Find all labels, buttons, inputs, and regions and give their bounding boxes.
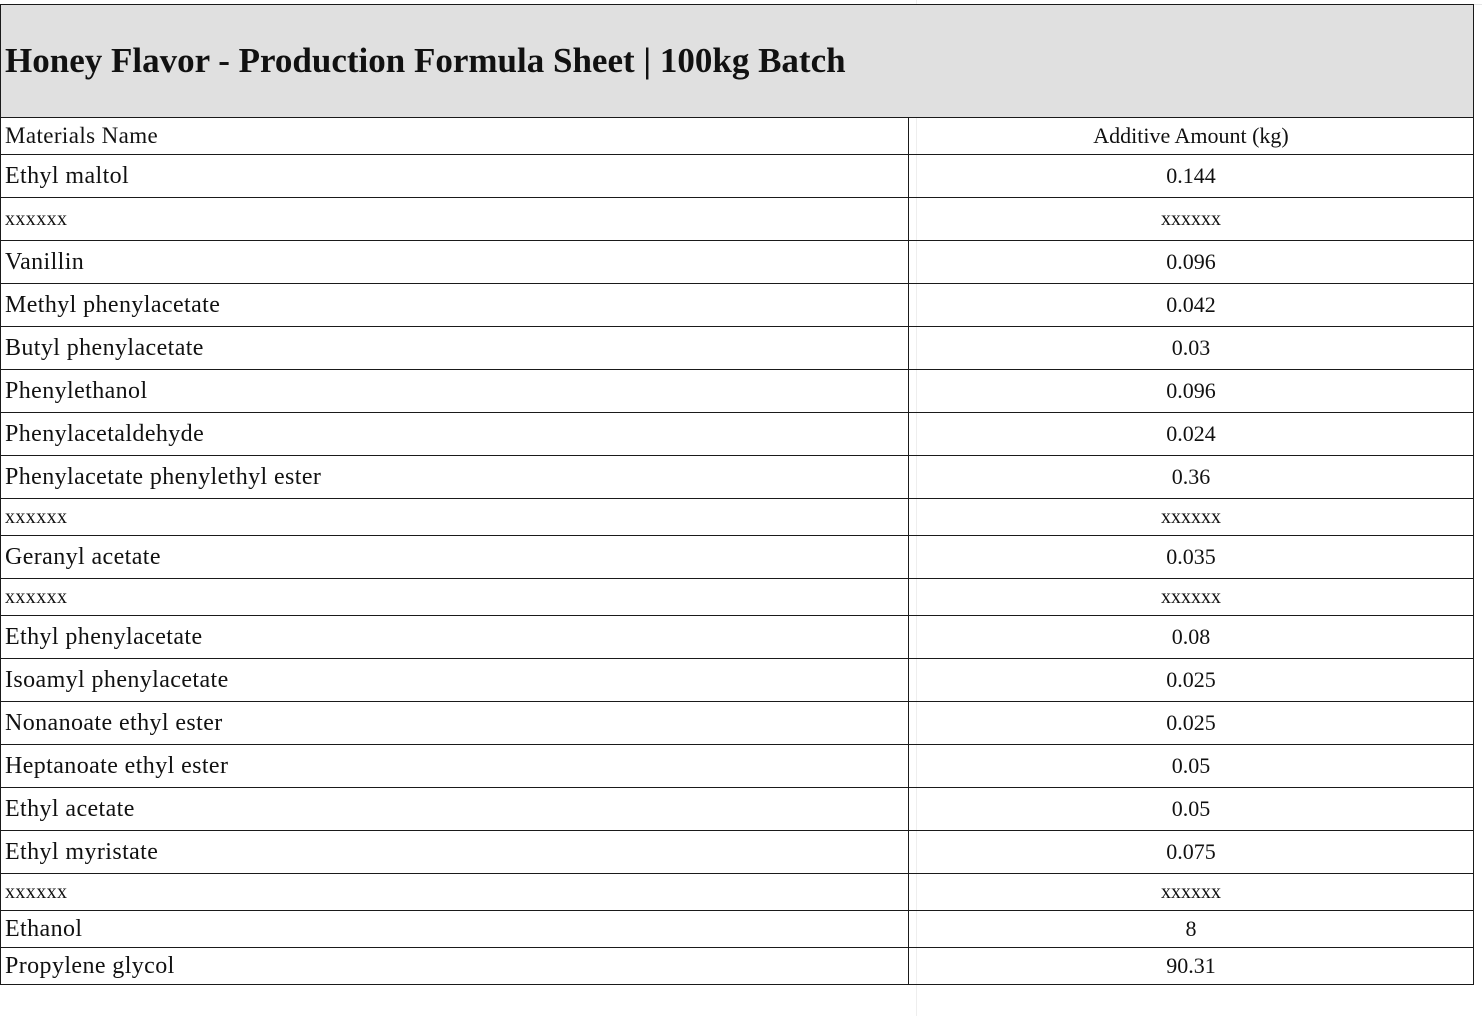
material-name-cell[interactable]: Geranyl acetate — [1, 536, 909, 579]
material-name-cell[interactable]: xxxxxx — [1, 579, 909, 616]
amount-cell[interactable]: 0.144 — [909, 155, 1474, 198]
table-row — [1, 745, 1474, 788]
material-name-cell[interactable]: Phenylacetaldehyde — [1, 413, 909, 456]
amount-cell[interactable]: 0.096 — [909, 370, 1474, 413]
table-row — [1, 284, 1474, 327]
header-row — [1, 118, 1474, 155]
amount-cell[interactable]: xxxxxx — [909, 874, 1474, 911]
table-row — [1, 155, 1474, 198]
amount-cell[interactable]: 0.03 — [909, 327, 1474, 370]
formula-table — [0, 4, 1474, 985]
amount-cell[interactable]: 0.05 — [909, 788, 1474, 831]
table-row — [1, 456, 1474, 499]
material-name-cell[interactable]: Propylene glycol — [1, 948, 909, 985]
amount-cell[interactable]: 0.36 — [909, 456, 1474, 499]
material-name-cell[interactable]: xxxxxx — [1, 874, 909, 911]
table-row — [1, 874, 1474, 911]
sheet-title[interactable]: Honey Flavor - Production Formula Sheet | 100kg Batch — [1, 5, 1474, 118]
material-name-cell[interactable]: Phenylethanol — [1, 370, 909, 413]
header-additive-amount[interactable]: Additive Amount (kg) — [909, 118, 1474, 155]
material-name-cell[interactable]: Ethanol — [1, 911, 909, 948]
amount-cell[interactable]: 8 — [909, 911, 1474, 948]
material-name-cell[interactable]: xxxxxx — [1, 499, 909, 536]
amount-cell[interactable]: 0.075 — [909, 831, 1474, 874]
material-name-cell[interactable]: Phenylacetate phenylethyl ester — [1, 456, 909, 499]
amount-cell[interactable]: 0.08 — [909, 616, 1474, 659]
header-materials-name[interactable]: Materials Name — [1, 118, 909, 155]
table-row — [1, 198, 1474, 241]
amount-cell[interactable]: 90.31 — [909, 948, 1474, 985]
material-name-cell[interactable]: Ethyl myristate — [1, 831, 909, 874]
material-name-cell[interactable]: Ethyl phenylacetate — [1, 616, 909, 659]
amount-cell[interactable]: 0.024 — [909, 413, 1474, 456]
material-name-cell[interactable]: Nonanoate ethyl ester — [1, 702, 909, 745]
amount-cell[interactable]: 0.042 — [909, 284, 1474, 327]
amount-cell[interactable]: 0.025 — [909, 659, 1474, 702]
material-name-cell[interactable]: Ethyl acetate — [1, 788, 909, 831]
title-row — [1, 5, 1474, 118]
table-row — [1, 948, 1474, 985]
material-name-cell[interactable]: Isoamyl phenylacetate — [1, 659, 909, 702]
table-row — [1, 659, 1474, 702]
amount-cell[interactable]: xxxxxx — [909, 499, 1474, 536]
table-row — [1, 616, 1474, 659]
table-row — [1, 413, 1474, 456]
table-row — [1, 911, 1474, 948]
amount-cell[interactable]: 0.096 — [909, 241, 1474, 284]
amount-cell[interactable]: 0.035 — [909, 536, 1474, 579]
material-name-cell[interactable]: Methyl phenylacetate — [1, 284, 909, 327]
table-row — [1, 370, 1474, 413]
table-row — [1, 788, 1474, 831]
table-row — [1, 702, 1474, 745]
material-name-cell[interactable]: Ethyl maltol — [1, 155, 909, 198]
table-row — [1, 579, 1474, 616]
table-row — [1, 241, 1474, 284]
material-name-cell[interactable]: Vanillin — [1, 241, 909, 284]
table-row — [1, 499, 1474, 536]
amount-cell[interactable]: xxxxxx — [909, 579, 1474, 616]
material-name-cell[interactable]: Heptanoate ethyl ester — [1, 745, 909, 788]
table-row — [1, 831, 1474, 874]
amount-cell[interactable]: xxxxxx — [909, 198, 1474, 241]
amount-cell[interactable]: 0.05 — [909, 745, 1474, 788]
table-row — [1, 327, 1474, 370]
material-name-cell[interactable]: xxxxxx — [1, 198, 909, 241]
amount-cell[interactable]: 0.025 — [909, 702, 1474, 745]
material-name-cell[interactable]: Butyl phenylacetate — [1, 327, 909, 370]
table-row — [1, 536, 1474, 579]
